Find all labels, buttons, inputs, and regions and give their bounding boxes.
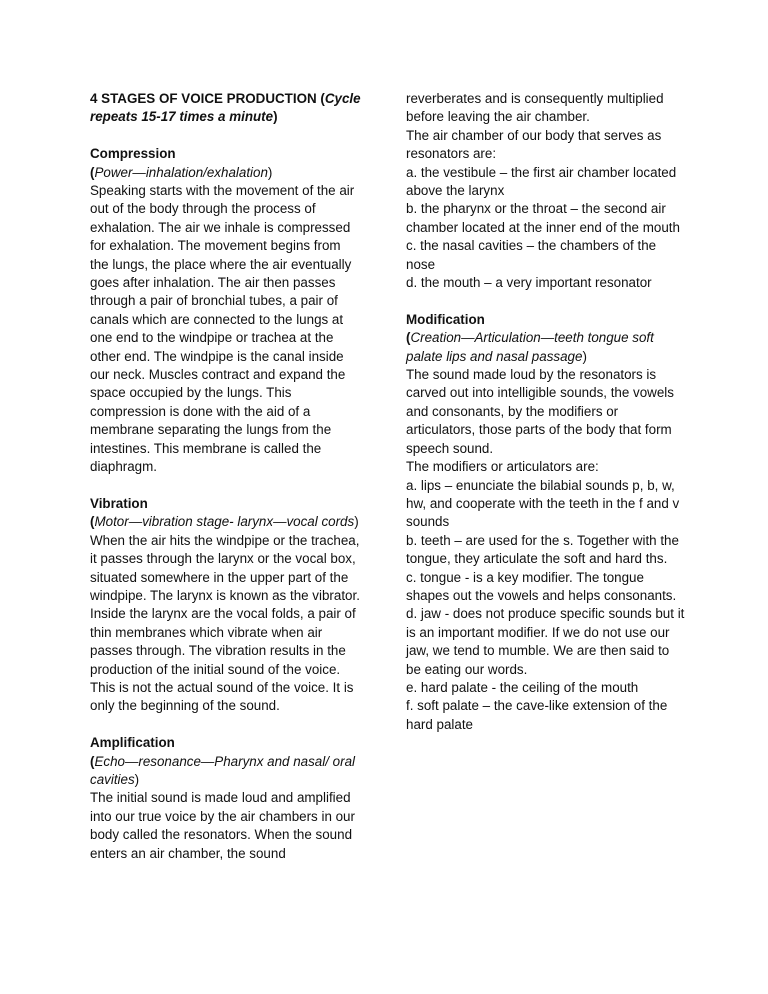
left-column	[90, 90, 362, 881]
list-item: d. the mouth – a very important resonator	[406, 275, 652, 291]
list-item: a. lips – enunciate the bilabial sounds p, b, w, hw, and cooperate with the teeth in the f and v sounds	[406, 477, 680, 530]
list-item: b. teeth – are used for the s. Together with the tongue, they articulate the soft and hard ths.	[406, 532, 679, 567]
title-italic: Cycle repeats 15-17 times a minute	[90, 91, 361, 125]
section-vibration	[90, 495, 362, 716]
list-item: a. the vestibule – the first air chamber located above the larynx	[406, 164, 677, 199]
section-amplification	[90, 734, 362, 863]
list-intro: The air chamber of our body that serves as resonators are:	[406, 127, 666, 162]
section-subheading: (Power—inhalation/exhalation)	[90, 164, 273, 180]
list-item: c. the nasal cavities – the chambers of the nose	[406, 238, 657, 272]
title-main: 4 STAGES OF VOICE PRODUCTION (	[90, 91, 325, 106]
section-heading: Amplification	[90, 735, 175, 751]
section-subheading: (Motor—vibration stage- larynx—vocal cords)	[90, 514, 359, 530]
document-title	[90, 90, 362, 127]
list-item: b. the pharynx or the throat – the second air chamber located at the inner end of the mouth	[406, 201, 680, 235]
section-subheading: (Creation—Articulation—teeth tongue soft palate lips and nasal passage)	[406, 330, 654, 364]
title-close: )	[273, 109, 278, 125]
section-compression	[90, 145, 362, 476]
section-body: When the air hits the windpipe or the trachea, it passes through the larynx or the vocal box, situated somewhere in the upper part of the windpipe. The larynx is known as the vibrator. Inside the larynx are the vocal folds, a pair of thin membranes which vibrate when air passes through. The vibration results in the production of the initial sound of the voice. This is not the actual sound of the voice. It is only the beginning of the sound.	[90, 532, 364, 714]
section-amplification-continued	[406, 90, 686, 292]
list-item: c. tongue - is a key modifier. The tongue shapes out the vowels and helps consonants.	[406, 569, 677, 603]
section-body: The sound made loud by the resonators is carved out into intelligible sounds, the vowels and consonants, by the modifiers or articulators, those parts of the body that form speech sound.	[406, 367, 678, 456]
section-body: reverberates and is consequently multiplied before leaving the air chamber.	[406, 91, 668, 125]
section-heading: Vibration	[90, 495, 148, 511]
section-modification	[406, 311, 686, 734]
section-subheading: (Echo—resonance—Pharynx and nasal/ oral cavities)	[90, 753, 355, 787]
right-column	[406, 90, 686, 753]
section-body: The initial sound is made loud and amplified into our true voice by the air chambers in our body called the resonators. When the sound enters an air chamber, the sound	[90, 790, 359, 861]
list-intro: The modifiers or articulators are:	[406, 459, 599, 475]
section-heading: Compression	[90, 146, 176, 162]
section-body: Speaking starts with the movement of the air out of the body through the process of exhalation. The air we inhale is compressed for exhalation. The movement begins from the lungs, the place where the air eventually goes after inhalation. The air then passes through a pair of bronchial tubes, a pair of canals which are connected to the lungs at one end to the windpipe or trachea at the other end. The windpipe is the canal inside our neck. Muscles contract and expand the space occupied by the lungs. This compression is done with the aid of a membrane separating the lungs from the intestines. This membrane is called the diaphragm.	[90, 183, 358, 475]
list-item: e. hard palate - the ceiling of the mouth	[406, 679, 639, 695]
list-item: f. soft palate – the cave-like extension of the hard palate	[406, 698, 668, 732]
section-heading: Modification	[406, 311, 485, 327]
list-item: d. jaw - does not produce specific sounds but it is an important modifier. If we do not use our jaw, we tend to mumble. We are then said to be eating our words.	[406, 606, 685, 677]
